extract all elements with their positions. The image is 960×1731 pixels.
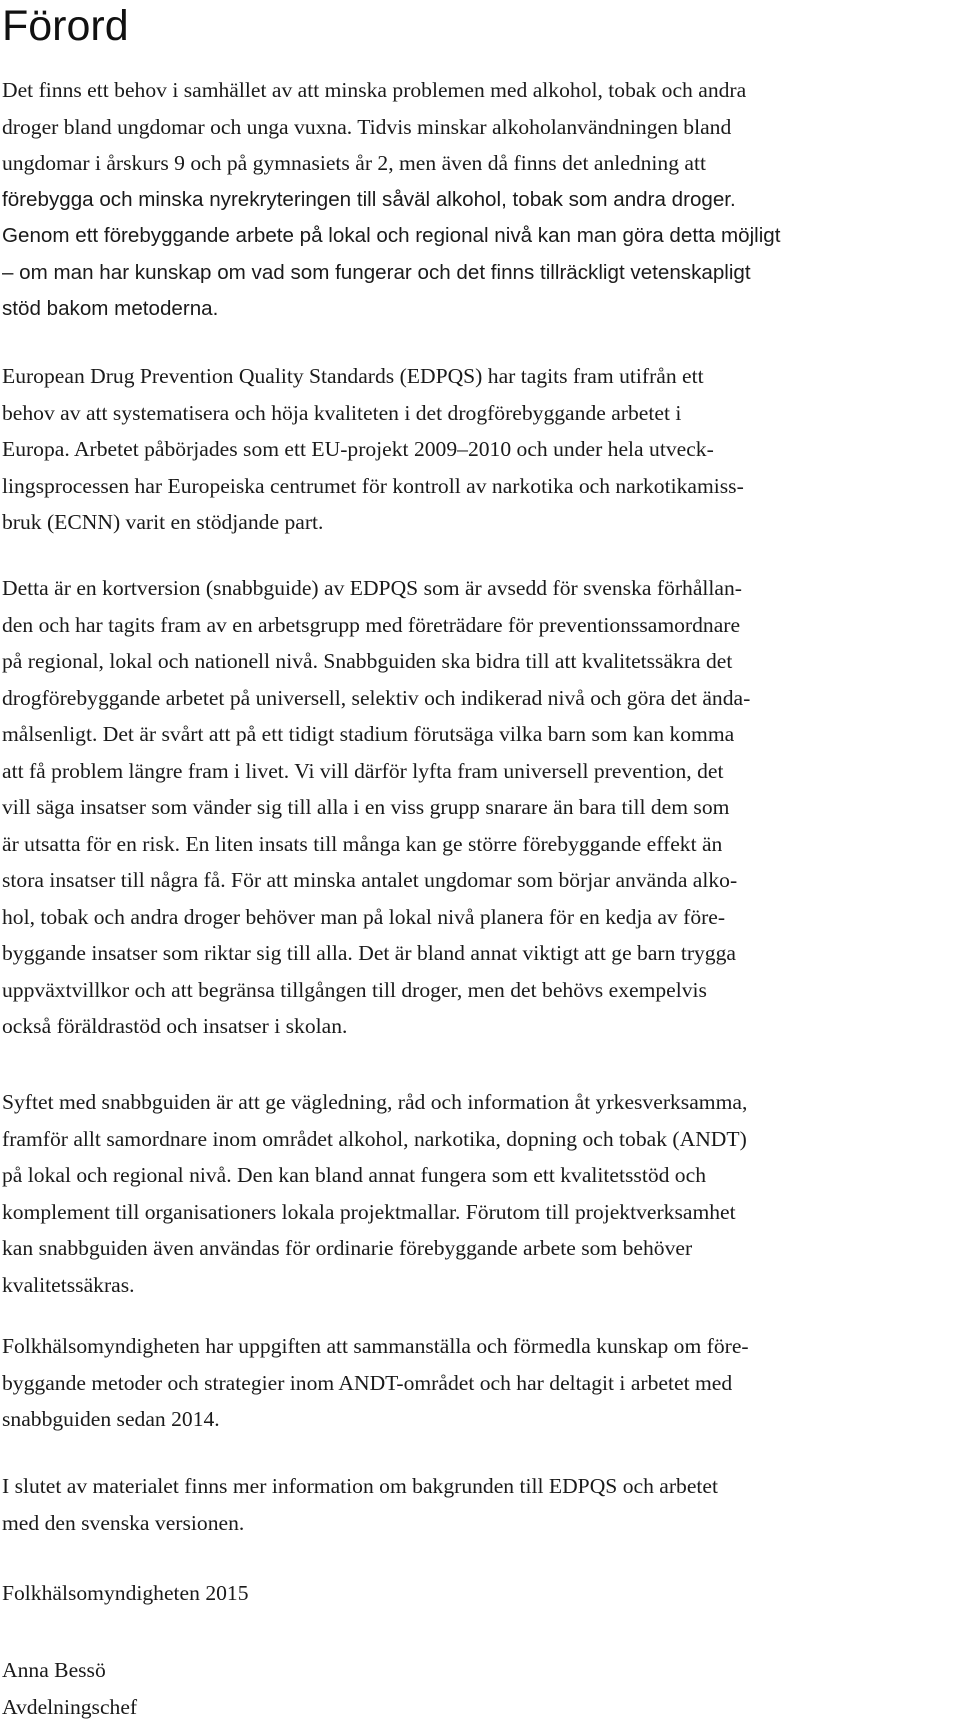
text-line: byggande insatser som riktar sig till alla. Det är bland annat viktigt att ge barn trygga [2,941,736,965]
text-line: – om man har kunskap om vad som fungerar och det finns tillräckligt vetenskapligt [2,260,751,284]
text-line: behov av att systematisera och höja kvaliteten i det drogförebyggande arbetet i [2,400,682,425]
text-line: vill säga insatser som vänder sig till alla i en viss grupp snarare än bara till dem som [2,795,730,819]
signature-organization [2,1575,249,1612]
text-line: framför allt samordnare inom området alkohol, narkotika, dopning och tobak (ANDT) [2,1126,747,1151]
paragraph-5 [2,1328,749,1438]
text-line: också föräldrastöd och insatser i skolan. [2,1014,348,1038]
text-line: kan snabbguiden även användas för ordinarie förebyggande arbete som behöver [2,1236,693,1260]
paragraph-3 [2,570,750,1045]
signature-org-text: Folkhälsomyndigheten 2015 [2,1581,249,1605]
text-line: Det finns ett behov i samhället av att minska problemen med alkohol, tobak och andra [2,78,747,102]
text-line: Europa. Arbetet påbörjades som ett EU-projekt 2009–2010 och under hela utveck- [2,437,714,461]
text-line: European Drug Prevention Quality Standards (EDPQS) har tagits fram utifrån ett [2,364,704,388]
text-line: kvalitetssäkras. [2,1272,135,1297]
page-title: Förord [2,2,129,50]
text-line: stöd bakom metoderna. [2,297,219,320]
text-line: hol, tobak och andra droger behöver man på lokal nivå planera för en kedja av före- [2,904,726,929]
text-line: ungdomar i årskurs 9 och på gymnasiets år 2, men även då finns det anledning att [2,151,707,175]
text-line: I slutet av materialet finns mer information om bakgrunden till EDPQS och arbetet [2,1474,719,1498]
text-line: att få problem längre fram i livet. Vi vill därför lyfta fram universell prevention, det [2,758,724,783]
text-line: med den svenska versionen. [2,1510,245,1535]
text-line: Syftet med snabbguiden är att ge vägledning, råd och information åt yrkesverksamma, [2,1090,748,1114]
paragraph-4 [2,1084,747,1303]
text-line: bruk (ECNN) varit en stödjande part. [2,510,324,534]
paragraph-2 [2,358,744,541]
text-line: droger bland ungdomar och unga vuxna. Tidvis minskar alkoholanvändningen bland [2,114,732,139]
text-line: målsenligt. Det är svårt att på ett tidigt stadium förutsäga vilka barn som kan komma [2,722,735,746]
text-line: är utsatta för en risk. En liten insats till många kan ge större förebyggande effekt än [2,831,723,856]
text-line: komplement till organisationers lokala projektmallar. Förutom till projektverksamhet [2,1199,736,1224]
signature-role: Avdelningschef [2,1694,138,1719]
signature-block [2,1652,137,1725]
text-line: på regional, lokal och nationell nivå. Snabbguiden ska bidra till att kvalitetssäkra det [2,649,733,673]
text-line: Genom ett förebyggande arbete på lokal och regional nivå kan man göra detta möjligt [2,224,781,247]
text-line: uppväxtvillkor och att begränsa tillgången till droger, men det behövs exempelvis [2,977,707,1002]
text-line: drogförebyggande arbetet på universell, selektiv och indikerad nivå och göra det ända- [2,685,751,710]
text-line: lingsprocessen har Europeiska centrumet för kontroll av narkotika och narkotikamiss- [2,473,744,498]
text-line: stora insatser till några få. För att minska antalet ungdomar som börjar använda alko- [2,868,738,892]
text-line: den och har tagits fram av en arbetsgrupp med företrädare för preventionssamordnare [2,612,741,637]
text-line: förebygga och minska nyrekryteringen till såväl alkohol, tobak som andra droger. [2,187,736,211]
paragraph-1 [2,72,780,328]
text-line: snabbguiden sedan 2014. [2,1407,220,1431]
text-line: byggande metoder och strategier inom ANDT-området och har deltagit i arbetet med [2,1370,733,1395]
text-line: Folkhälsomyndigheten har uppgiften att sammanställa och förmedla kunskap om före- [2,1334,749,1358]
text-line: på lokal och regional nivå. Den kan bland annat fungera som ett kvalitetsstöd och [2,1163,706,1187]
text-line: Detta är en kortversion (snabbguide) av EDPQS som är avsedd för svenska förhållan- [2,576,742,600]
preface-page [2,0,954,1719]
paragraph-6 [2,1468,718,1541]
signature-name: Anna Bessö [2,1658,106,1682]
